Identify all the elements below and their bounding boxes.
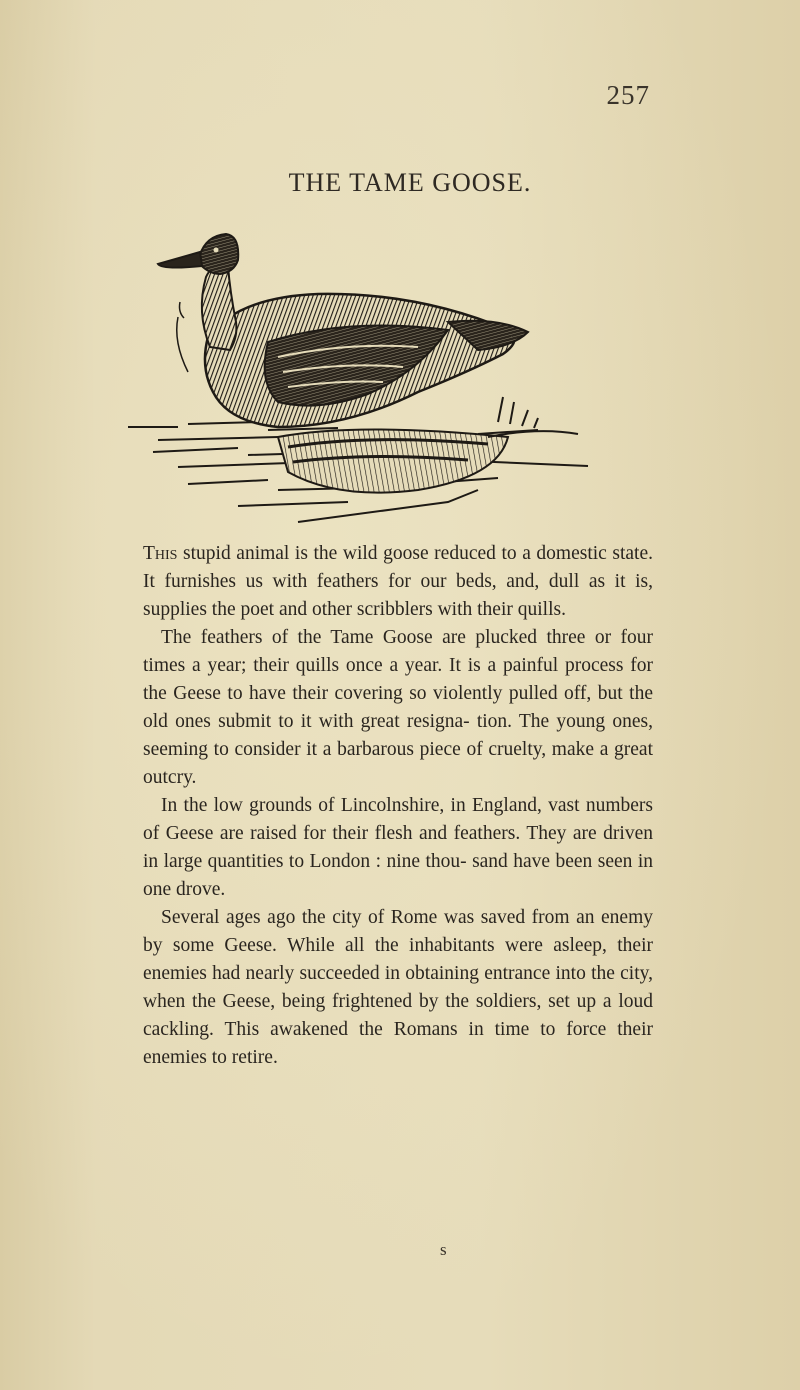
- paragraph-lead: This: [143, 543, 178, 564]
- paragraph-2: The feathers of the Tame Goose are plucked three or four times a year; their quills once a year. It is a painful process for the Geese to have their covering so violently pulled off, but the old ones submit to it with great resigna- tion. The young ones, seeming to consider it a barbarous piece of cruelty, make a great outcry.: [143, 627, 653, 788]
- paragraph-1: [143, 540, 653, 624]
- article-text: [143, 540, 653, 1072]
- page-title: THE TAME GOOSE.: [288, 168, 532, 197]
- paragraph-4: Several ages ago the city of Rome was saved from an enemy by some Geese. While all the inhabitants were asleep, their enemies had nearly succeeded in obtaining entrance into the city, when the Geese, being frightened by the soldiers, set up a loud cackling. This awakened the Romans in time to force their enemies to retire.: [143, 907, 653, 1068]
- page-number: 257: [606, 80, 650, 110]
- signature-mark: s: [440, 1240, 447, 1259]
- paragraph-1-text: stupid animal is the wild goose reduced to a domestic state. It furnishes us with feathers for our beds, and, dull as it is, supplies the poet and other scribblers with their quills.: [143, 543, 653, 620]
- paragraph-3: In the low grounds of Lincolnshire, in England, vast numbers of Geese are raised for their flesh and feathers. They are driven in large quantities to London : nine thou- sand have been seen in one drove.: [143, 795, 653, 900]
- goose-engraving-icon: [118, 222, 598, 534]
